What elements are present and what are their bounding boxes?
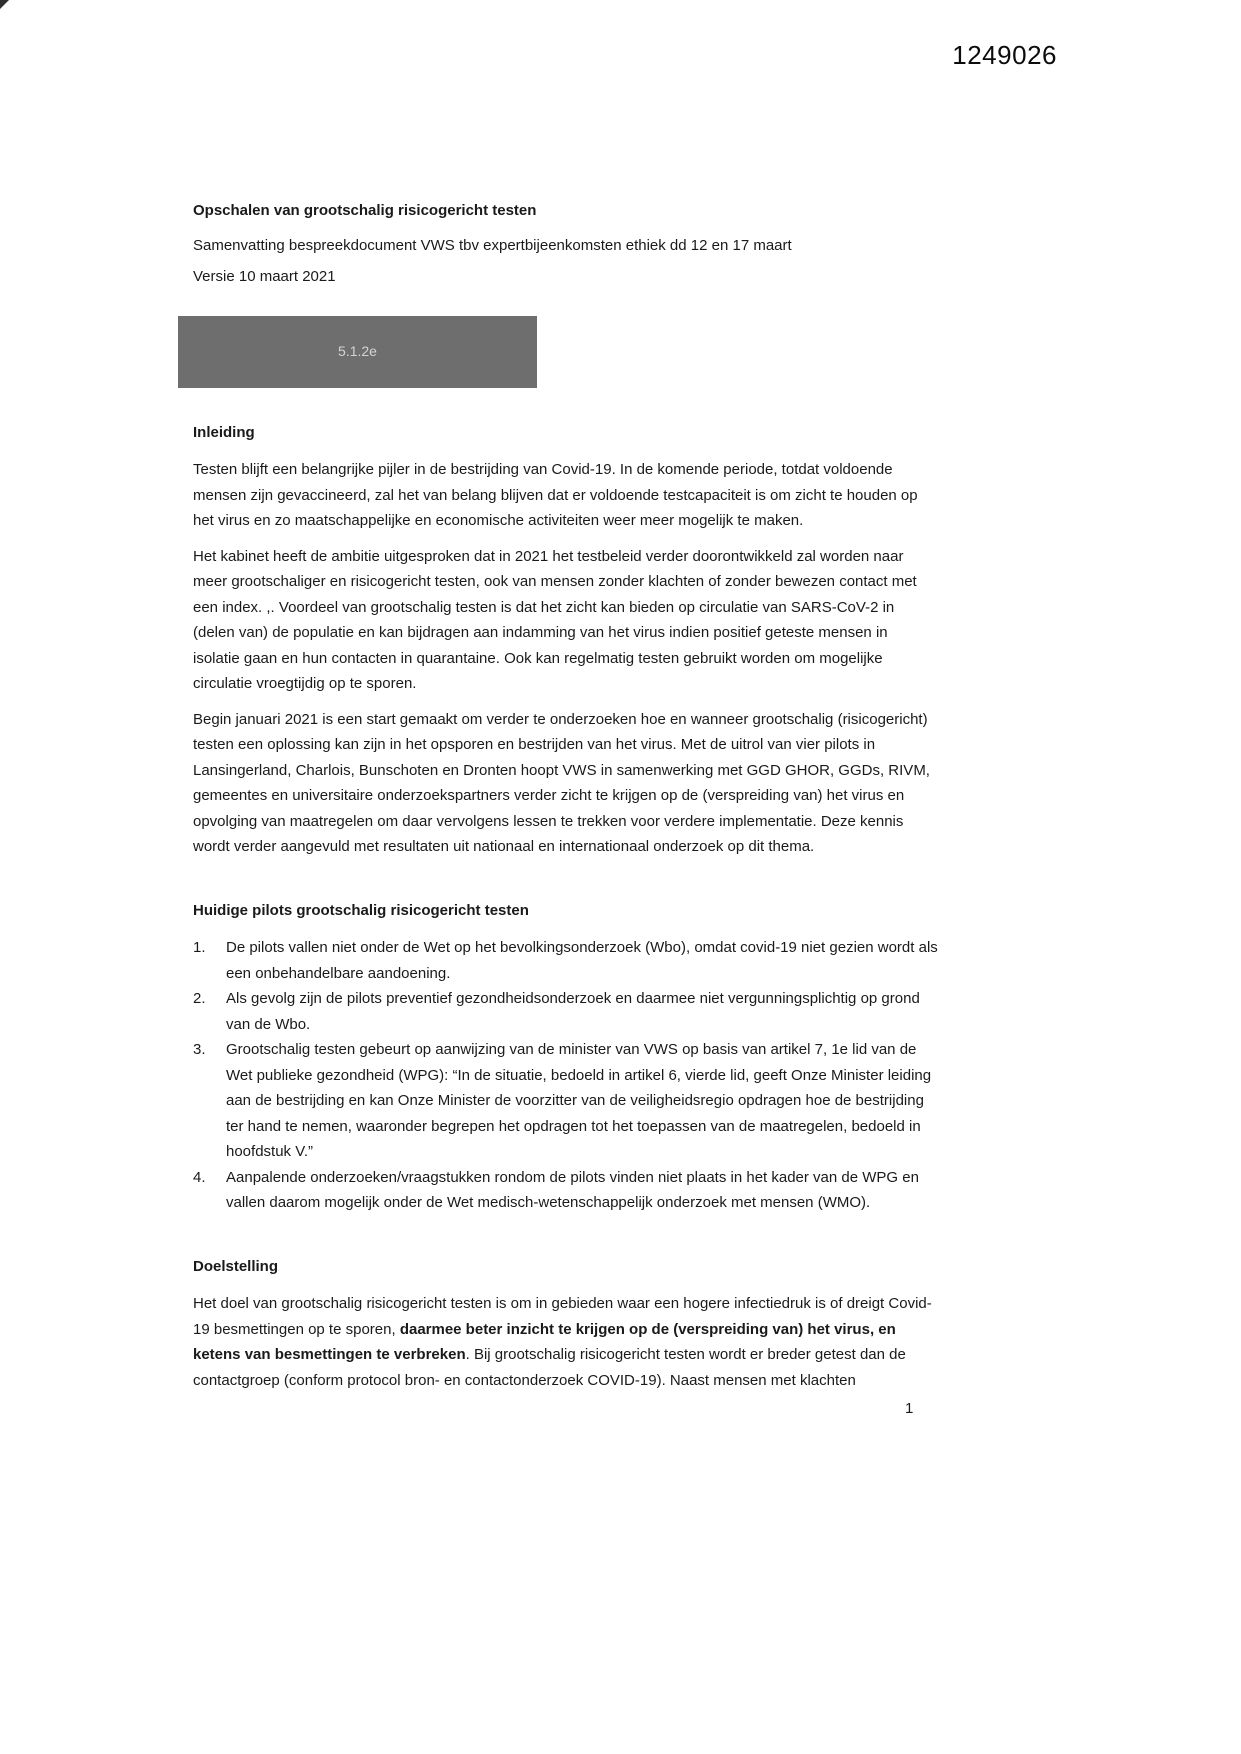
redaction-box: [178, 316, 537, 388]
list-item-text: De pilots vallen niet onder de Wet op het bevolkingsonderzoek (Wbo), omdat covid-19 niet gezien wordt als een onbehandelbare aandoening.: [226, 939, 938, 982]
section-heading-pilots: Huidige pilots grootschalig risicogericht testen: [193, 901, 529, 919]
paragraph-inleiding-3: Begin januari 2021 is een start gemaakt om verder te onderzoeken hoe en wanneer grootschalig (risicogericht) testen een oplossing kan zijn in het opsporen en bestrijden van het virus. Met de uitrol van vier pilots in Lansingerland, Charlois, Bunschoten en Dronten hoopt VWS in samenwerking met GGD GHOR, GGDs, RIVM, gemeentes en universitaire onderzoekspartners verder zicht te krijgen op de (verspreiding van) het virus en opvolging van maatregelen om daar vervolgens lessen te trekken voor verdere implementatie. Deze kennis wordt verder aangevuld met resultaten uit nationaal en internationaal onderzoek op dit thema.: [193, 710, 930, 855]
doelstelling-text-bold: daarmee beter inzicht te krijgen op de (verspreiding van) het virus, en ketens van besmettingen te verbreken: [193, 1320, 896, 1363]
list-item-text: Als gevolg zijn de pilots preventief gezondheidsonderzoek en daarmee niet vergunningsplichtig op grond van de Wbo.: [226, 990, 920, 1033]
redaction-label: 5.1.2e: [338, 342, 377, 359]
list-item-number: 2.: [193, 990, 206, 1007]
list-item-text: Grootschalig testen gebeurt op aanwijzing van de minister van VWS op basis van artikel 7, 1e lid van de Wet publieke gezondheid (WPG): “In de situatie, bedoeld in artikel 6, vierde lid, geeft Onze Minister leiding aan de bestrijding en kan Onze Minister de voorzitter van de veiligheidsregio opdragen hoe de bestrijding ter hand te nemen, waaronder begrepen het opdragen tot het toepassen van de maatregelen, bedoeld in hoofdstuk V.”: [226, 1041, 932, 1160]
page-number: 1: [905, 1400, 914, 1417]
doelstelling-text-normal-start: Het doel van grootschalig risicogericht testen is om in gebieden waar een hogere infectiedruk is of dreigt Covid-19 besmettingen op te sporen,: [193, 1295, 932, 1338]
document-subtitle: Samenvatting bespreekdocument VWS tbv expertbijeenkomsten ethiek dd 12 en 17 maart: [193, 236, 792, 254]
paragraph-inleiding-2: Het kabinet heeft de ambitie uitgesproken dat in 2021 het testbeleid verder doorontwikkeld zal worden naar meer grootschaliger en risicogericht testen, ook van mensen zonder klachten of zonder bewezen contact met een index. ,. Voordeel van grootschalig testen is dat het zicht kan bieden op circulatie van SARS-CoV-2 in (delen van) de populatie en kan bijdragen aan indamming van het virus indien positief geteste mensen in isolatie gaan en hun contacten in quarantaine. Ook kan regelmatig testen gebruikt worden om mogelijke circulatie vroegtijdig op te sporen.: [193, 547, 917, 692]
list-item: [193, 935, 938, 986]
list-item-text: Aanpalende onderzoeken/vraagstukken rondom de pilots vinden niet plaats in het kader van de WPG en vallen daarom mogelijk onder de Wet medisch-wetenschappelijk onderzoek met mensen (WMO).: [226, 1168, 919, 1211]
document-version: Versie 10 maart 2021: [193, 268, 336, 285]
paragraph-inleiding-1: Testen blijft een belangrijke pijler in de bestrijding van Covid-19. In de komende periode, totdat voldoende mensen zijn gevaccineerd, zal het van belang blijven dat er voldoende testcapaciteit is om zicht te houden op het virus en zo maatschappelijke en economische activiteiten weer meer mogelijk te maken.: [193, 461, 918, 529]
list-item: [193, 986, 938, 1037]
document-content: [193, 198, 938, 1403]
section-heading-doelstelling: Doelstelling: [193, 1257, 279, 1275]
doelstelling-text-normal-end: . Bij grootschalig risicogericht testen wordt er breder getest dan de contactgroep (conform protocol bron- en contactonderzoek COVID-19). Naast mensen met klachten: [193, 1346, 906, 1389]
list-item-number: 1.: [193, 939, 206, 956]
list-item-number: 4.: [193, 1168, 206, 1186]
scan-artifact: [0, 0, 9, 9]
doc-stamp-number: 1249026: [952, 40, 1057, 70]
list-item: [193, 1165, 938, 1216]
section-heading-inleiding: Inleiding: [193, 423, 255, 441]
document-title: Opschalen van grootschalig risicogericht testen: [193, 202, 537, 219]
list-item-number: 3.: [193, 1041, 206, 1058]
list-item: [193, 1037, 938, 1165]
pilots-list: [193, 935, 938, 1216]
paragraph-doelstelling: [193, 1291, 938, 1393]
